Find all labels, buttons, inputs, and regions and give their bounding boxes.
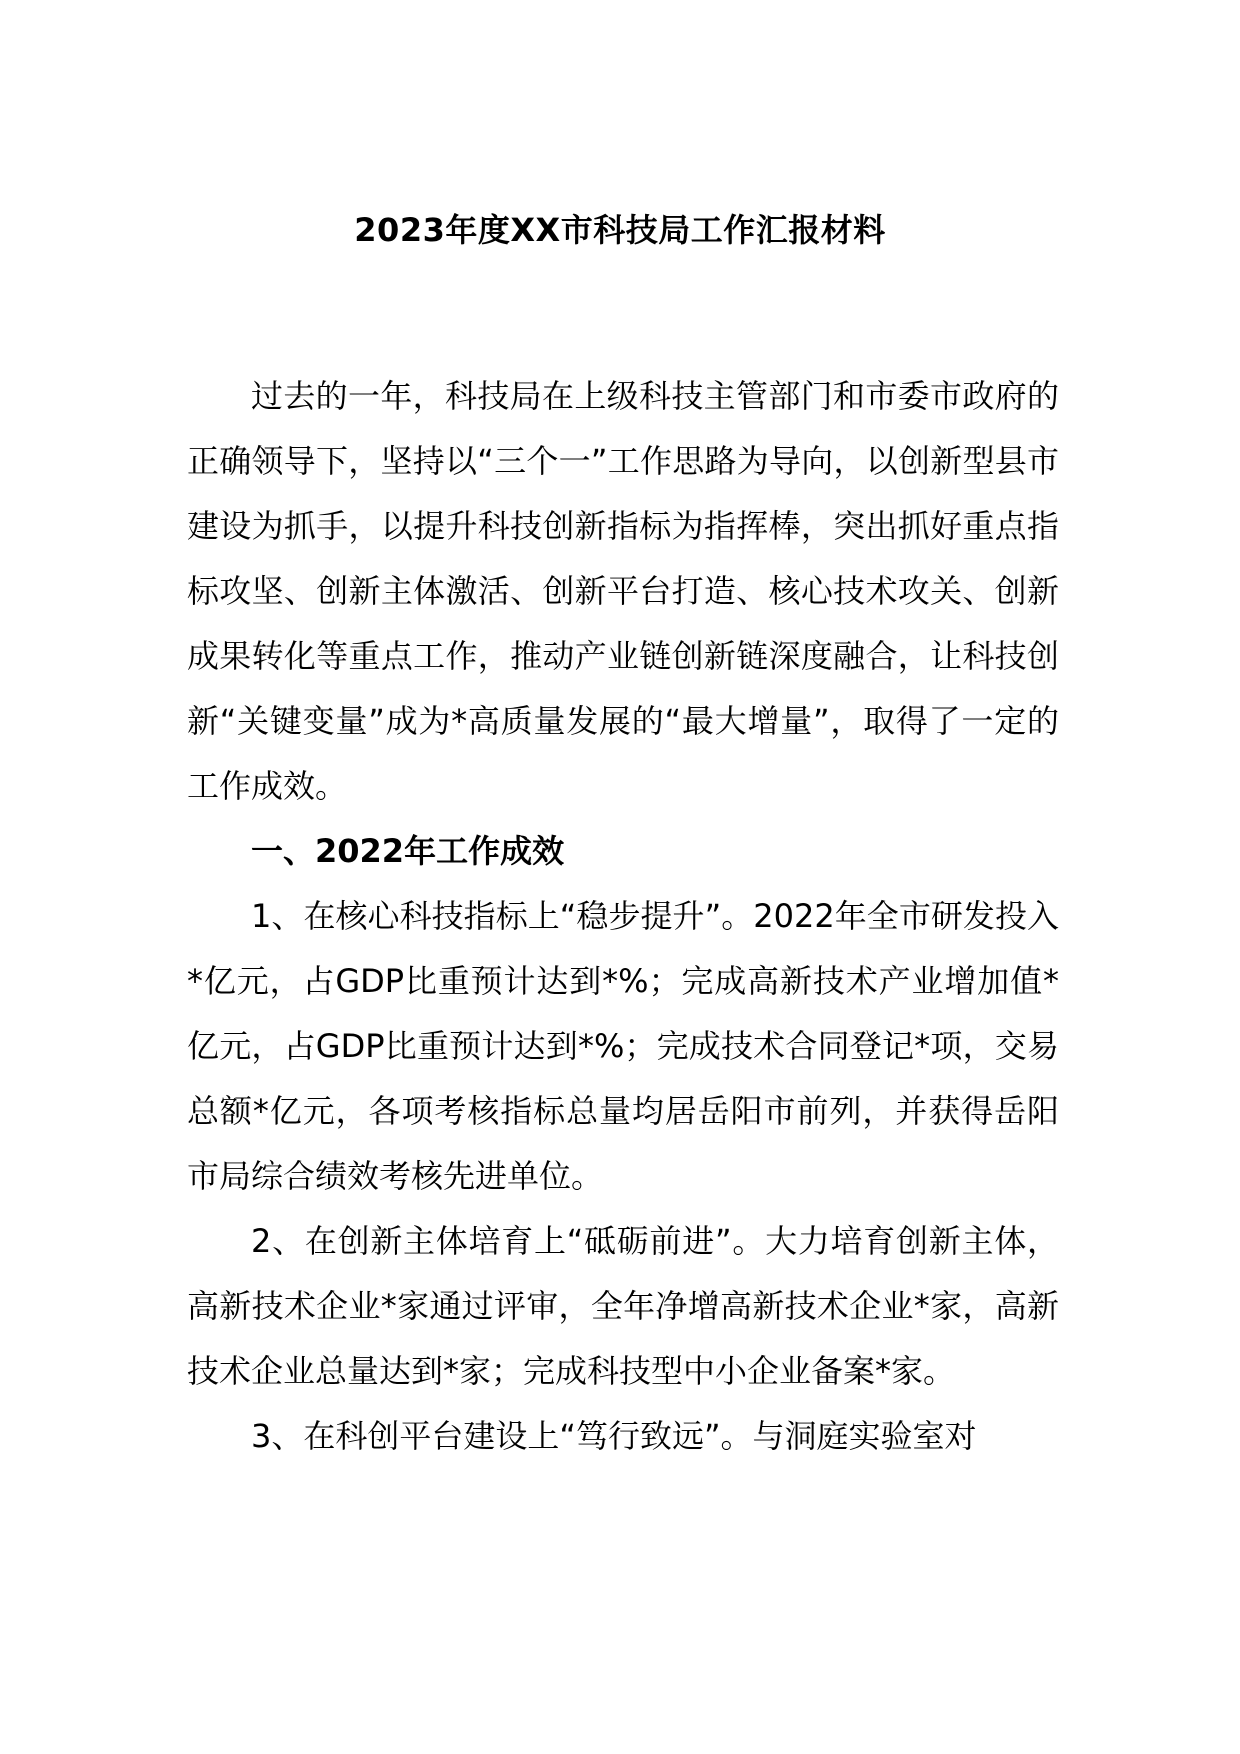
document-title: 2023年度XX市科技局工作汇报材料 (354, 211, 886, 249)
intro-paragraph: 过去的一年，科技局在上级科技主管部门和市委市政府的正确领导下，坚持以“三个一”工作思路为导向，以创新型县市建设为抓手，以提升科技创新指标为指挥棒，突出抓好重点指标攻坚、创新主体激活、创新平台打造、核心技术攻关、创新成果转化等重点工作，推动产业链创新链深度融合，让科技创新“关键变量”成为*高质量发展的“最大增量”，取得了一定的工作成效。 (187, 377, 1059, 805)
document-body (187, 364, 1059, 1469)
item-paragraph-1: 1、在核心科技指标上“稳步提升”。2022年全市研发投入*亿元，占GDP比重预计达到*%；完成高新技术产业增加值*亿元，占GDP比重预计达到*%；完成技术合同登记*项，交易总额*亿元，各项考核指标总量均居岳阳市前列，并获得岳阳市局综合绩效考核先进单位。 (187, 897, 1059, 1195)
item-paragraph-3: 3、在科创平台建设上“笃行致远”。与洞庭实验室对 (251, 1417, 977, 1455)
section-heading: 一、2022年工作成效 (251, 832, 565, 870)
item-paragraph-2: 2、在创新主体培育上“砥砺前进”。大力培育创新主体，高新技术企业*家通过评审，全年净增高新技术企业*家，高新技术企业总量达到*家；完成科技型中小企业备案*家。 (187, 1222, 1059, 1390)
